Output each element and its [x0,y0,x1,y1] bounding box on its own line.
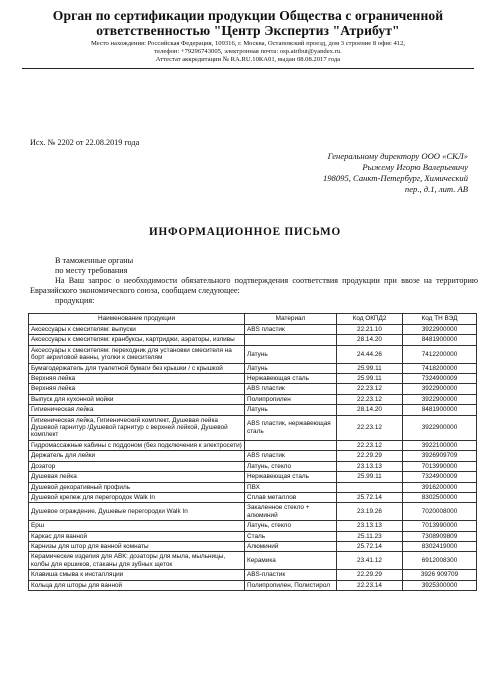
table-row [29,345,477,363]
cell-product-name: Каркас для ванной [29,531,245,541]
cell-material: Сплав металлов [245,492,337,502]
cell-material: Латунь, стекло [245,461,337,471]
cell-tnved: 7013990000 [403,521,477,531]
cell-tnved: 3922100000 [403,440,477,450]
cell-product-name: Гидромассажные кабины с поддоном (без подключения к электросети) [29,440,245,450]
cell-material: Полипропилен [245,394,337,404]
cell-okpd2: 25.99.11 [337,472,403,482]
outgoing-reference: Исх. № 2202 от 22.08.2019 года [30,138,140,147]
table-row [29,394,477,404]
cell-product-name: Клавиша смыва к инсталляции [29,570,245,580]
cell-okpd2: 28.14.20 [337,405,403,415]
table-row [29,521,477,531]
cell-product-name: Кольца для шторы для ванной [29,580,245,590]
cell-okpd2: 25.11.23 [337,531,403,541]
table-row [29,541,477,551]
table-row [29,384,477,394]
cell-okpd2: 25.99.11 [337,363,403,373]
cell-okpd2: 23.13.13 [337,521,403,531]
cell-tnved: 3922900000 [403,325,477,335]
cell-product-name: Ерш [29,521,245,531]
products-table [28,313,477,591]
table-header-row [29,314,477,325]
header-material: Материал [245,314,337,325]
cell-material: ABS пластик [245,451,337,461]
table-row [29,492,477,502]
cell-okpd2: 25.72.14 [337,541,403,551]
cell-okpd2: 22.23.14 [337,580,403,590]
cell-material: Латунь [245,405,337,415]
cell-tnved: 7324900009 [403,472,477,482]
recipient-line: В таможенные органы [55,256,134,265]
cell-tnved: 8302500000 [403,492,477,502]
table-row [29,335,477,345]
addressee-address-line1: 198095, Санкт-Петербург, Химический [322,173,468,183]
cell-product-name: Бумагодержатель для туалетной бумаги без крышки / с крышкой [29,363,245,373]
table-row [29,374,477,384]
table-row [29,472,477,482]
cell-product-name: Керамические изделия для АВК: дозаторы для мыла, мыльницы, колбы для ершиков, стаканы для зубных щеток [29,552,245,570]
cell-okpd2: 22.29.29 [337,451,403,461]
cell-tnved: 8302419000 [403,541,477,551]
cell-tnved: 6912008300 [403,552,477,570]
cell-product-name: Гигиеническая лейка, Гигиенический комплект, Душевая лейка Душевой гарнитур /Душевой гарнитур с верхней лейкой, Душевой комплект [29,415,245,440]
cell-material [245,440,337,450]
cell-product-name: Карнизы для штор для ванной комнаты [29,541,245,551]
cell-tnved: 3926 909709 [403,570,477,580]
cell-okpd2: 25.72.14 [337,492,403,502]
table-row [29,440,477,450]
cell-material: Латунь, стекло [245,521,337,531]
header-tnved: Код ТН ВЭД [403,314,477,325]
accreditation-line: Аттестат аккредитации № RA.RU.10КА01, выдан 08.08.2017 года [155,56,341,64]
cell-material: ПВХ [245,482,337,492]
cell-okpd2: 24.44.26 [337,345,403,363]
cell-okpd2: 23.13.13 [337,461,403,471]
cell-tnved: 3922900000 [403,394,477,404]
recipient-line-2: по месту требования [55,266,128,275]
table-row [29,363,477,373]
table-row [29,482,477,492]
cell-product-name: Гигиеническая лейка [29,405,245,415]
cell-product-name: Выпуск для кухонной мойки [29,394,245,404]
cell-tnved: 3922900000 [403,415,477,440]
cell-okpd2: 22.29.29 [337,570,403,580]
letterhead [22,8,474,69]
cell-product-name: Аксессуары к смесителям: кранбуксы, картриджи, аэраторы, изливы [29,335,245,345]
cell-okpd2: 22.23.12 [337,384,403,394]
cell-okpd2: 22.21.10 [337,325,403,335]
cell-material: Нержавеющая сталь [245,374,337,384]
cell-material: Керамика [245,552,337,570]
table-row [29,570,477,580]
cell-material: Алюминий [245,541,337,551]
cell-material [245,335,337,345]
table-row [29,451,477,461]
cell-okpd2: 22.23.12 [337,415,403,440]
table-row [29,531,477,541]
table-row [29,503,477,521]
cell-material: Нержавеющая сталь [245,472,337,482]
cell-material: Сталь [245,531,337,541]
table-row [29,461,477,471]
cell-material: ABS пластик [245,325,337,335]
header-product-name: Наименование продукции [29,314,245,325]
cell-material: Латунь [245,363,337,373]
cell-tnved: 7324900009 [403,374,477,384]
letter-body [30,256,478,306]
table-row [29,552,477,570]
cell-material: ABS пластик, нержавеющая сталь [245,415,337,440]
addressee-block [218,151,468,195]
cell-product-name: Душевая лейка [29,472,245,482]
cell-tnved: 7308909809 [403,531,477,541]
table-row [29,415,477,440]
cell-okpd2: 25.99.11 [337,374,403,384]
organization-title: Орган по сертификации продукции Общества с ограниченной ответственностью "Центр Экспертиз "Атрибут" [52,8,444,38]
cell-material: Полипропилен, Полистирол [245,580,337,590]
body-paragraph: На Ваш запрос о необходимости обязательного подтверждения соответствия продукции при ввозе на территорию Евразийского экономического союза, сообщаем следующее: [30,276,478,295]
cell-material: ABS пластик [245,384,337,394]
addressee-name: Рыжему Игорю Валерьевичу [362,162,468,172]
cell-tnved: 3925300000 [403,580,477,590]
location-line: Место нахождения: Российская Федерация, 109316, г. Москва, Остаповский проезд, дом 3 строение 8 офис 412, [90,40,406,47]
cell-tnved: 8481900000 [403,335,477,345]
cell-product-name: Верхняя лейка [29,374,245,384]
cell-tnved: 3926909709 [403,451,477,461]
cell-product-name: Дозатор [29,461,245,471]
cell-tnved: 3916200000 [403,482,477,492]
cell-product-name: Аксессуары к смесителям: выпуски [29,325,245,335]
header-okpd2: Код ОКПД2 [337,314,403,325]
cell-okpd2: 23.19.26 [337,503,403,521]
cell-okpd2: 28.14.20 [337,335,403,345]
cell-material: ABS-пластик [245,570,337,580]
cell-tnved: 7418200000 [403,363,477,373]
organization-address [22,40,474,65]
table-row [29,405,477,415]
cell-product-name: Душевой крепеж для перегородок Walk In [29,492,245,502]
cell-product-name: Душевой декоративный профиль [29,482,245,492]
cell-tnved: 3922900000 [403,384,477,394]
cell-okpd2: 22.23.12 [337,394,403,404]
cell-product-name: Держатель для лейки [29,451,245,461]
cell-tnved: 7412200000 [403,345,477,363]
table-row [29,325,477,335]
table-body [29,325,477,591]
cell-tnved: 7013990000 [403,461,477,471]
products-label: продукция: [55,296,95,305]
document-title: ИНФОРМАЦИОННОЕ ПИСЬМО [148,226,342,238]
cell-okpd2 [337,482,403,492]
addressee-address-line2: пер., д.1, лит. АВ [404,184,468,194]
cell-tnved: 7020008000 [403,503,477,521]
cell-material: Латунь [245,345,337,363]
cell-product-name: Аксессуары к смесителям: переходник для установки смесителя на борт акриловой ванны, уголки к смесителям [29,345,245,363]
cell-material: Закаленное стекло + алюминий [245,503,337,521]
contact-line: телефон: +79296743005, электронная почта: osp.atribut@yandex.ru. [154,48,342,56]
cell-tnved: 8481900000 [403,405,477,415]
cell-okpd2: 22.23.12 [337,440,403,450]
addressee-position: Генеральному директору ООО «СКЛ» [327,151,468,161]
cell-okpd2: 23.41.12 [337,552,403,570]
cell-product-name: Душевое ограждение, Душевые перегородки Walk In [29,503,245,521]
table-row [29,580,477,590]
cell-product-name: Верхняя лейка [29,384,245,394]
